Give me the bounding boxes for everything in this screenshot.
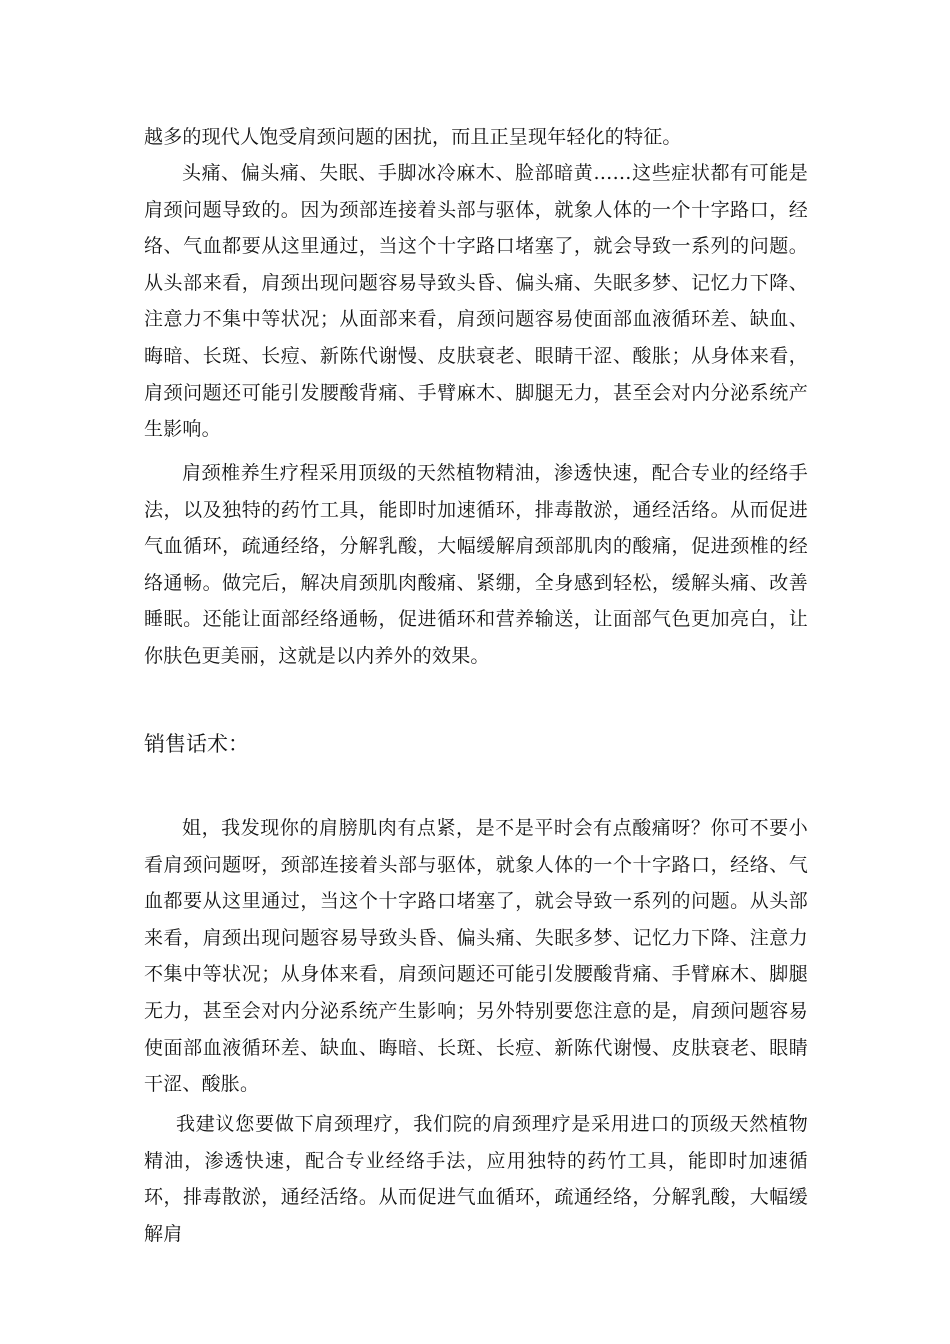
treatment-paragraph: 肩颈椎养生疗程采用顶级的天然植物精油，渗透快速，配合专业的经络手法，以及独特的药竹工具，能即时加速循环，排毒散淤，通经活络。从而促进气血循环，疏通经络，分解乳酸，大幅缓解肩颈部肌肉的酸痛，促进颈椎的经络通畅。做完后，解决肩颈肌肉酸痛、紧绷，全身感到轻松，缓解头痛、改善睡眠。还能让面部经络通畅，促进循环和营养输送，让面部气色更加亮白，让你肤色更美丽，这就是以内养外的效果。	[144, 462, 808, 667]
intro-paragraph-continuation: 越多的现代人饱受肩颈问题的困扰，而且正呈现年轻化的特征。	[144, 126, 682, 148]
symptoms-paragraph: 头痛、偏头痛、失眠、手脚冰冷麻木、脸部暗黄……这些症状都有可能是肩颈问题导致的。因为颈部连接着头部与驱体，就象人体的一个十字路口，经络、气血都要从这里通过，当这个十字路口堵塞了，就会导致一系列的问题。从头部来看，肩颈出现问题容易导致头昏、偏头痛、失眠多梦、记忆力下降、注意力不集中等状况；从面部来看，肩颈问题容易使面部血液循环差、缺血、晦暗、长斑、长痘、新陈代谢慢、皮肤衰老、眼睛干涩、酸胀；从身体来看，肩颈问题还可能引发腰酸背痛、手臂麻木、脚腿无力，甚至会对内分泌系统产生影响。	[144, 162, 808, 441]
sales-script-paragraph-2: 我建议您要做下肩颈理疗，我们院的肩颈理疗是采用进口的顶级天然植物精油，渗透快速，配合专业经络手法，应用独特的药竹工具，能即时加速循环，排毒散淤，通经活络。从而促进气血循环，疏通经络，分解乳酸，大幅缓解肩	[144, 1113, 808, 1245]
sales-script-paragraph-1: 姐，我发现你的肩膀肌肉有点紧，是不是平时会有点酸痛呀？你可不要小看肩颈问题呀，颈部连接着头部与驱体，就象人体的一个十字路口，经络、气血都要从这里通过，当这个十字路口堵塞了，就会导致一系列的问题。从头部来看，肩颈出现问题容易导致头昏、偏头痛、失眠多梦、记忆力下降、注意力不集中等状况；从身体来看，肩颈问题还可能引发腰酸背痛、手臂麻木、脚腿无力，甚至会对内分泌系统产生影响；另外特别要您注意的是，肩颈问题容易使面部血液循环差、缺血、晦暗、长斑、长痘、新陈代谢慢、皮肤衰老、眼睛干涩、酸胀。	[144, 817, 808, 1096]
section-heading: 销售话术：	[144, 732, 249, 756]
